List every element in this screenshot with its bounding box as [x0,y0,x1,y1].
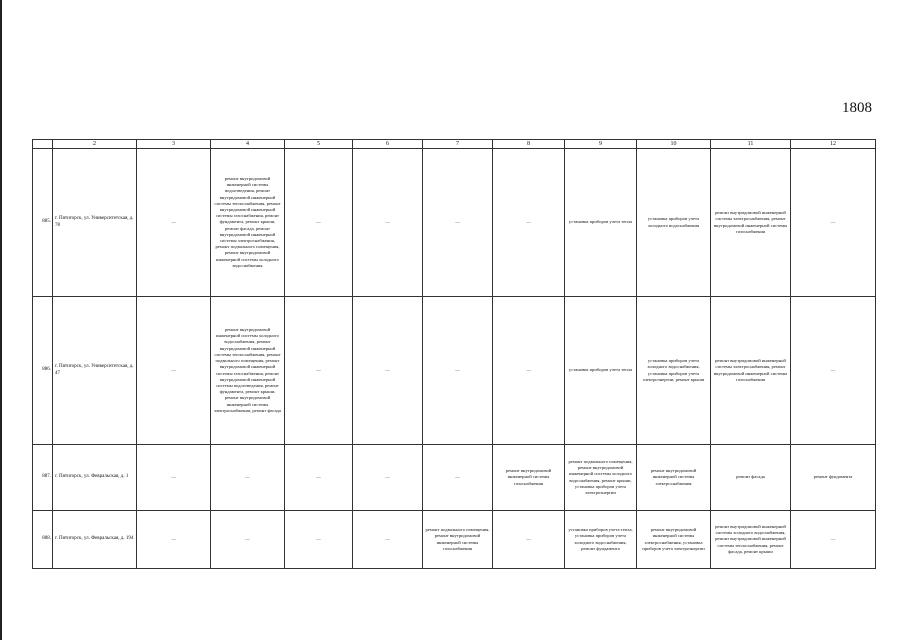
cell-col-3: — [137,511,211,569]
column-number-row [33,140,876,149]
address-cell: г. Пятигорск, ул. Февральская, д. 194 [53,511,137,569]
cell-col-5: — [285,445,353,511]
column-header: 8 [493,140,565,149]
cell-col-3: — [137,149,211,297]
cell-col-9: установка приборов учета тепла, установка приборов учета холодного водоснабжения, ремонт фундамента [565,511,637,569]
column-header: 3 [137,140,211,149]
cell-col-12: — [791,297,876,445]
address-cell: г. Пятигорск, ул. Университетская, д. 47 [53,297,137,445]
cell-col-8: — [493,511,565,569]
row-number: 885. [33,149,53,297]
cell-col-11: ремонт фасада [711,445,791,511]
cell-col-7: — [423,445,493,511]
cell-col-10: ремонт внутридомовой инженерной системы электроснабжения, установка приборов учета электроэнергии [637,511,711,569]
cell-col-4: — [211,511,285,569]
column-header: 2 [53,140,137,149]
row-number: 887. [33,445,53,511]
cell-col-9: ремонт подвального помещения, ремонт внутридомовой инженерной системы холодного водоснабжения, ремонт крыши, установка приборов учета электроэнергии [565,445,637,511]
cell-col-7: — [423,149,493,297]
cell-col-6: — [353,297,423,445]
column-header: 9 [565,140,637,149]
address-cell: г. Пятигорск, ул. Университетская, д. 78 [53,149,137,297]
table-row [33,149,876,297]
repair-schedule-table [32,139,876,569]
column-header: 7 [423,140,493,149]
page-left-edge [0,0,2,640]
table-row [33,297,876,445]
column-header: 5 [285,140,353,149]
cell-col-5: — [285,511,353,569]
cell-col-12: — [791,511,876,569]
table-row [33,445,876,511]
row-number: 888. [33,511,53,569]
row-number: 886. [33,297,53,445]
column-header: 12 [791,140,876,149]
cell-col-12: — [791,149,876,297]
column-header: 4 [211,140,285,149]
column-header: 10 [637,140,711,149]
cell-col-10: установка приборов учета холодного водоснабжения [637,149,711,297]
cell-col-10: установка приборов учета холодного водоснабжения, установка приборов учета электроэнергии, ремонт крыши [637,297,711,445]
cell-col-4: ремонт внутридомовой инженерной системы водоотведения, ремонт внутридомовой инженерной системы теплоснабжения, ремонт внутридомовой инженерной системы газоснабжения, ремонт фундамента, ремонт крыши, ремонт фасада, ремонт внутридомовой инженерной системы электроснабжения, ремонт подвального помещения, ремонт внутридомовой инженерной системы холодного водоснабжения [211,149,285,297]
cell-col-3: — [137,297,211,445]
cell-col-10: ремонт внутридомовой инженерной системы электроснабжения [637,445,711,511]
cell-col-6: — [353,149,423,297]
cell-col-4: ремонт внутридомовой инженерной системы холодного водоснабжения, ремонт внутридомовой инженерной системы теплоснабжения, ремонт подвального помещения, ремонт внутридомовой инженерной системы газоснабжения, ремонт внутридомовой инженерной системы водоотведения, ремонт фундамента, ремонт крыши, ремонт внутридомовой инженерной системы электроснабжения, ремонт фасада [211,297,285,445]
cell-col-9: установка приборов учета тепла [565,297,637,445]
cell-col-11: ремонт внутридомовой инженерной системы холодного водоснабжения, ремонт внутридомовой инженерной системы теплоснабжения, ремонт фасада, ремонт крыши [711,511,791,569]
address-cell: г. Пятигорск, ул. Февральская, д. 1 [53,445,137,511]
cell-col-11: ремонт внутридомовой инженерной системы электроснабжения, ремонт внутридомовой инженерной системы газоснабжения [711,149,791,297]
cell-col-5: — [285,149,353,297]
cell-col-9: установка приборов учета тепла [565,149,637,297]
column-header: 6 [353,140,423,149]
cell-col-6: — [353,445,423,511]
page-number: 1808 [842,100,872,116]
cell-col-8: — [493,149,565,297]
table-row [33,511,876,569]
cell-col-6: — [353,511,423,569]
cell-col-7: ремонт подвального помещения, ремонт внутридомовой инженерной системы газоснабжения [423,511,493,569]
cell-col-8: ремонт внутридомовой инженерной системы газоснабжения [493,445,565,511]
column-header: 11 [711,140,791,149]
cell-col-3: — [137,445,211,511]
cell-col-4: — [211,445,285,511]
cell-col-12: ремонт фундамента [791,445,876,511]
cell-col-7: — [423,297,493,445]
cell-col-11: ремонт внутридомовой инженерной системы электроснабжения, ремонт внутридомовой инженерной системы газоснабжения [711,297,791,445]
cell-col-5: — [285,297,353,445]
column-header [33,140,53,149]
cell-col-8: — [493,297,565,445]
